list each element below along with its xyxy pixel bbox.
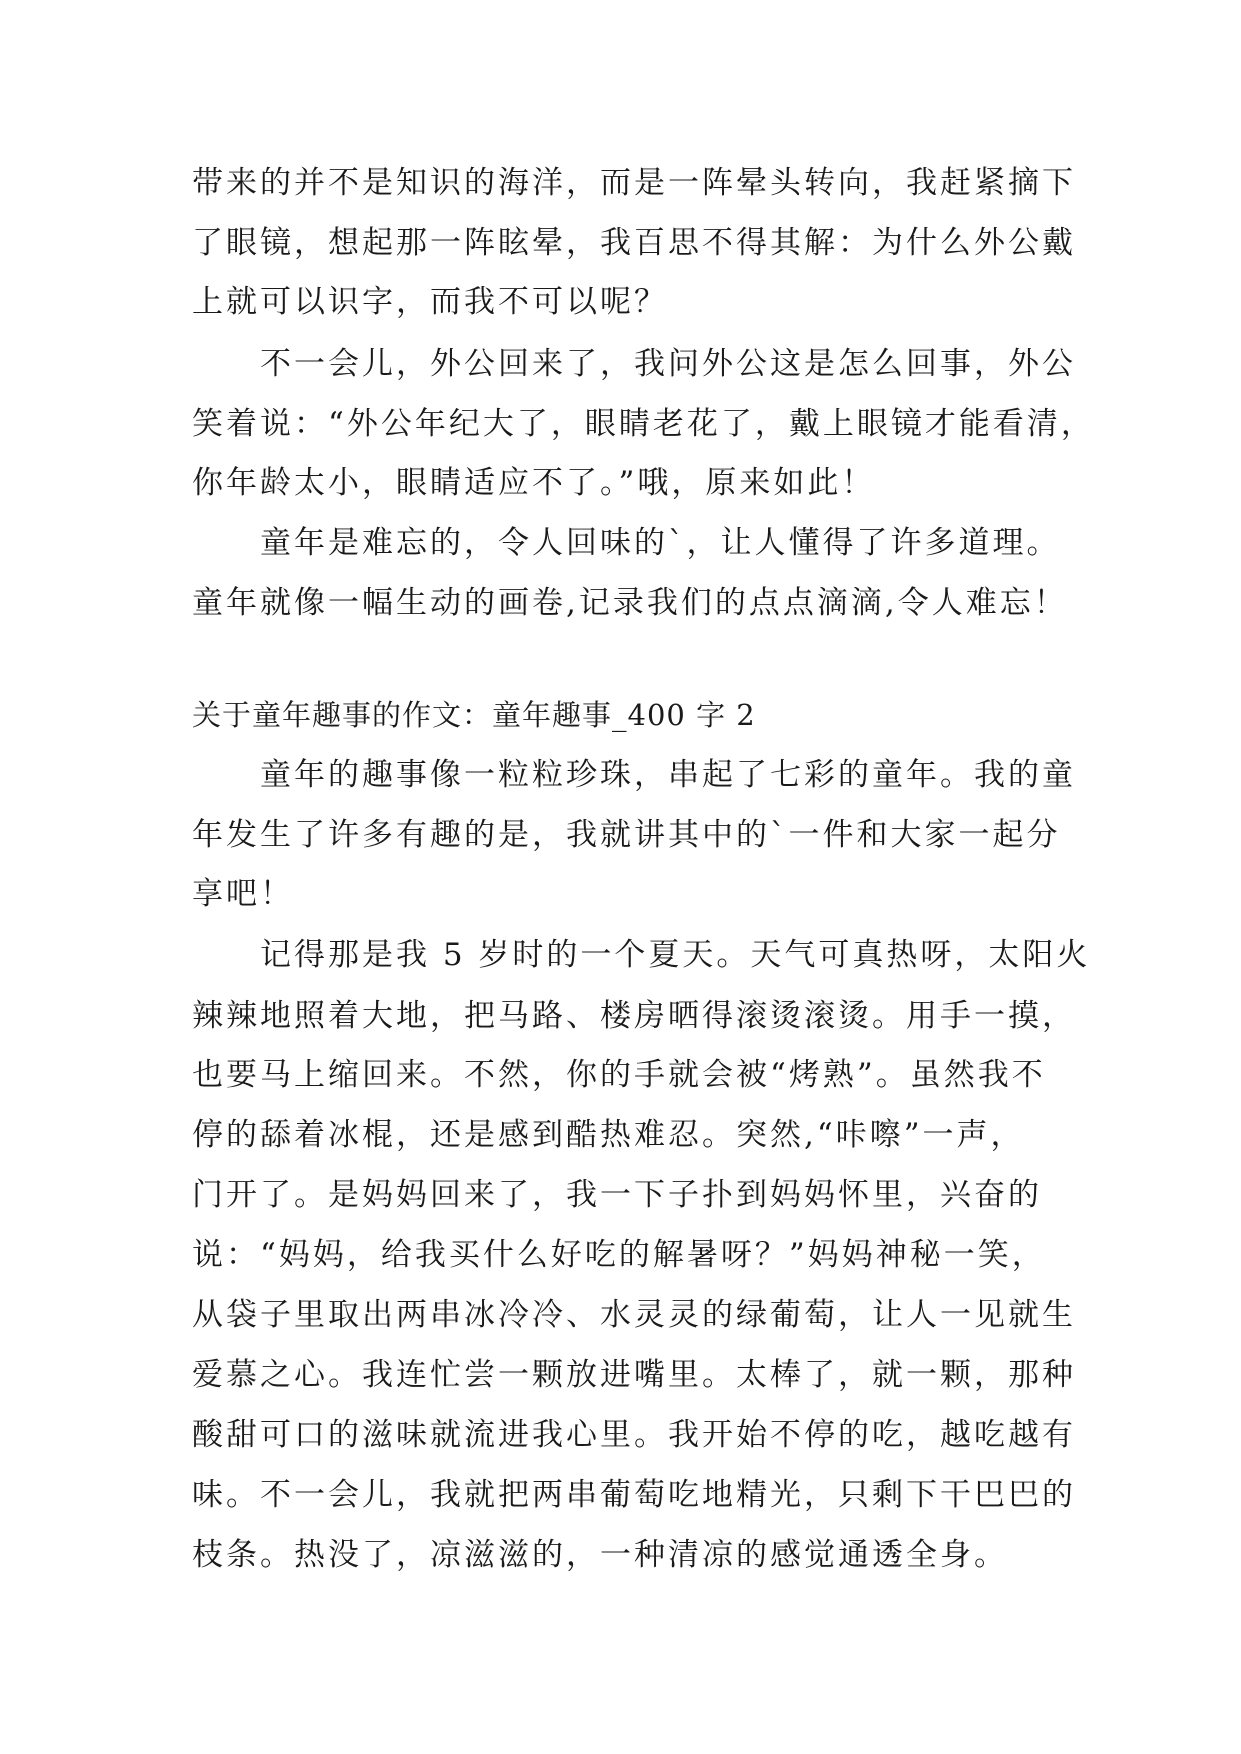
text-line: 童年就像一幅生动的画卷,记录我们的点点滴滴,令人难忘！ <box>192 585 1068 621</box>
text-line: 带来的并不是知识的海洋，而是一阵晕头转向，我赶紧摘下 <box>192 165 1076 201</box>
text-line: 门开了。是妈妈回来了，我一下子扑到妈妈怀里，兴奋的 <box>192 1177 1042 1213</box>
text-line: 酸甜可口的滋味就流进我心里。我开始不停的吃，越吃越有 <box>192 1417 1076 1453</box>
section-heading: 关于童年趣事的作文：童年趣事_400 字 2 <box>192 698 756 732</box>
text-line: 记得那是我 5 岁时的一个夏天。天气可真热呀，太阳火 <box>192 937 1091 973</box>
text-line: 说：“妈妈，给我买什么好吃的解暑呀？”妈妈神秘一笑， <box>192 1237 1046 1273</box>
text-line: 也要马上缩回来。不然，你的手就会被“烤熟”。虽然我不 <box>192 1057 1046 1093</box>
text-line: 童年的趣事像一粒粒珍珠，串起了七彩的童年。我的童 <box>192 757 1076 793</box>
text-line: 不一会儿，外公回来了，我问外公这是怎么回事，外公 <box>192 346 1076 382</box>
text-line: 了眼镜，想起那一阵眩晕，我百思不得其解：为什么外公戴 <box>192 225 1076 261</box>
text-line: 爱慕之心。我连忙尝一颗放进嘴里。太棒了，就一颗，那种 <box>192 1357 1076 1393</box>
text-line: 停的舔着冰棍，还是感到酷热难忍。突然,“咔嚓”一声， <box>192 1117 1025 1153</box>
text-line: 味。不一会儿，我就把两串葡萄吃地精光，只剩下干巴巴的 <box>192 1477 1076 1513</box>
text-line: 你年龄太小，眼睛适应不了。”哦，原来如此！ <box>192 465 876 501</box>
text-line: 辣辣地照着大地，把马路、楼房晒得滚烫滚烫。用手一摸， <box>192 998 1076 1034</box>
text-line: 枝条。热没了，凉滋滋的，一种清凉的感觉通透全身。 <box>192 1537 1008 1573</box>
text-line: 童年是难忘的，令人回味的`，让人懂得了许多道理。 <box>192 525 1061 561</box>
text-line: 从袋子里取出两串冰冷冷、水灵灵的绿葡萄，让人一见就生 <box>192 1297 1076 1333</box>
text-line: 笑着说：“外公年纪大了，眼睛老花了，戴上眼镜才能看清， <box>192 406 1095 442</box>
text-line: 年发生了许多有趣的是，我就讲其中的`一件和大家一起分 <box>192 817 1061 853</box>
text-line: 上就可以识字，而我不可以呢？ <box>192 284 668 320</box>
text-line: 享吧！ <box>192 876 294 912</box>
